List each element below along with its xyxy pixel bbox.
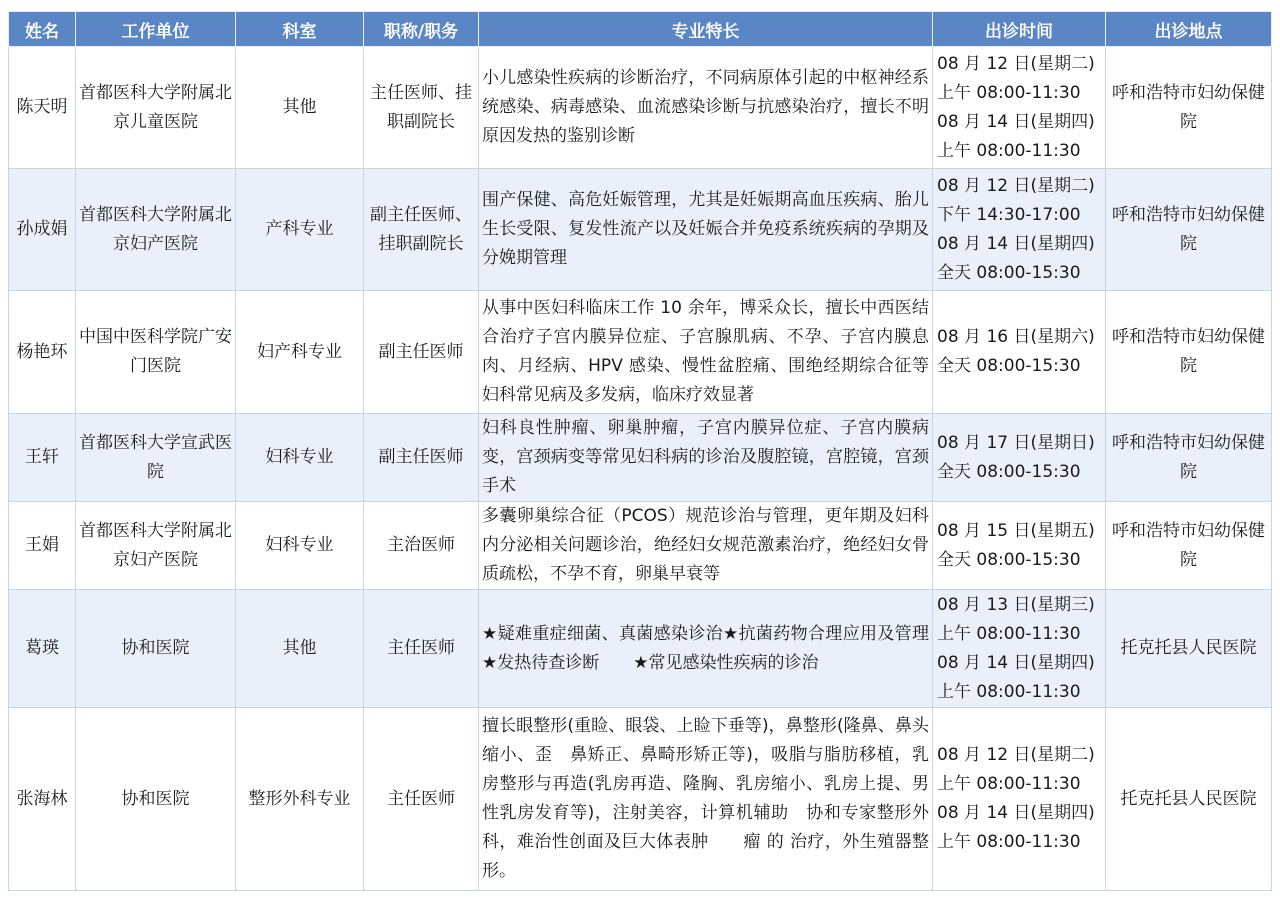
table-row bbox=[9, 502, 1272, 590]
header-department: 科室 bbox=[236, 12, 364, 47]
work-unit: 协和医院 bbox=[76, 708, 236, 891]
specialty: 妇科良性肿瘤、卵巢肿瘤，子宫内膜异位症、子宫内膜病变，宫颈病变等常见妇科病的诊治及腹腔镜，宫腔镜，宫颈手术 bbox=[479, 414, 933, 502]
visit-time-line: 上午 08:00-11:30 bbox=[937, 832, 1081, 852]
header-title: 职称/职务 bbox=[364, 12, 479, 47]
department: 妇科专业 bbox=[236, 502, 364, 590]
header-visit-time: 出诊时间 bbox=[933, 12, 1106, 47]
visit-time bbox=[933, 590, 1106, 708]
table-row bbox=[9, 708, 1272, 891]
header-work-unit: 工作单位 bbox=[76, 12, 236, 47]
department: 其他 bbox=[236, 590, 364, 708]
department: 整形外科专业 bbox=[236, 708, 364, 891]
header-visit-location: 出诊地点 bbox=[1106, 12, 1272, 47]
visit-time-line: 全天 08:00-15:30 bbox=[937, 549, 1081, 570]
visit-time bbox=[933, 414, 1106, 502]
visit-location: 呼和浩特市妇幼保健院 bbox=[1106, 47, 1272, 169]
job-title: 主任医师 bbox=[364, 590, 479, 708]
visit-time bbox=[933, 47, 1106, 169]
visit-time-line: 08 月 12 日(星期二) bbox=[937, 53, 1095, 74]
visit-time-line: 上午 08:00-11:30 bbox=[937, 623, 1081, 644]
visit-location: 呼和浩特市妇幼保健院 bbox=[1106, 169, 1272, 291]
doctor-name: 孙成娟 bbox=[9, 169, 76, 291]
visit-time-line: 08 月 15 日(星期五) bbox=[937, 520, 1095, 541]
department: 其他 bbox=[236, 47, 364, 169]
visit-time-line: 08 月 14 日(星期四) bbox=[937, 652, 1095, 673]
header-specialty: 专业特长 bbox=[479, 12, 933, 47]
specialty: 擅长眼整形(重睑、眼袋、上睑下垂等)，鼻整形(隆鼻、鼻头缩小、歪 鼻矫正、鼻畸形矫正等)，吸脂与脂肪移植，乳房整形与再造(乳房再造、隆胸、乳房缩小、乳房上提、男性乳房发育等)，注射美容，计算机辅助 协和专家整形外科，难治性创面及巨大体表肿 瘤 的 治疗，外生殖器整形。 bbox=[479, 708, 933, 891]
doctor-name: 陈天明 bbox=[9, 47, 76, 169]
visit-time-line: 08 月 17 日(星期日) bbox=[937, 432, 1095, 453]
doctor-name: 王娟 bbox=[9, 502, 76, 590]
visit-time-line: 全天 08:00-15:30 bbox=[937, 461, 1081, 482]
visit-time bbox=[933, 169, 1106, 291]
specialty: 从事中医妇科临床工作 10 余年，博采众长，擅长中西医结合治疗子宫内膜异位症、子宫腺肌病、不孕、子宫内膜息肉、月经病、HPV 感染、慢性盆腔痛、围绝经期综合征等妇科常见病及多发病，临床疗效显著 bbox=[479, 291, 933, 414]
visit-location: 托克托县人民医院 bbox=[1106, 590, 1272, 708]
visit-location: 呼和浩特市妇幼保健院 bbox=[1106, 414, 1272, 502]
doctor-name: 张海林 bbox=[9, 708, 76, 891]
department: 妇科专业 bbox=[236, 414, 364, 502]
work-unit: 首都医科大学附属北京妇产医院 bbox=[76, 169, 236, 291]
visit-time-line: 下午 14:30-17:00 bbox=[937, 204, 1081, 225]
schedule-table-container bbox=[8, 11, 1271, 891]
visit-time-line: 全天 08:00-15:30 bbox=[937, 262, 1081, 283]
specialty: ★疑难重症细菌、真菌感染诊治★抗菌药物合理应用及管理★发热待查诊断 ★常见感染性疾病的诊治 bbox=[479, 590, 933, 708]
visit-time-line: 全天 08:00-15:30 bbox=[937, 356, 1081, 376]
work-unit: 首都医科大学附属北京妇产医院 bbox=[76, 502, 236, 590]
visit-time-line: 08 月 14 日(星期四) bbox=[937, 111, 1095, 132]
table-row bbox=[9, 291, 1272, 414]
table-row bbox=[9, 47, 1272, 169]
department: 产科专业 bbox=[236, 169, 364, 291]
table-row bbox=[9, 590, 1272, 708]
job-title: 副主任医师 bbox=[364, 291, 479, 414]
job-title: 副主任医师、挂职副院长 bbox=[364, 169, 479, 291]
doctor-name: 葛瑛 bbox=[9, 590, 76, 708]
table-row bbox=[9, 169, 1272, 291]
doctor-name: 王轩 bbox=[9, 414, 76, 502]
visit-time-line: 上午 08:00-11:30 bbox=[937, 681, 1081, 702]
visit-time-line: 08 月 12 日(星期二) bbox=[937, 745, 1095, 765]
visit-time-line: 08 月 16 日(星期六) bbox=[937, 327, 1095, 347]
work-unit: 首都医科大学宣武医院 bbox=[76, 414, 236, 502]
visit-time-line: 08 月 14 日(星期四) bbox=[937, 803, 1095, 823]
header-name: 姓名 bbox=[9, 12, 76, 47]
visit-location: 呼和浩特市妇幼保健院 bbox=[1106, 291, 1272, 414]
visit-time bbox=[933, 502, 1106, 590]
visit-time-line: 上午 08:00-11:30 bbox=[937, 140, 1081, 161]
table-row bbox=[9, 414, 1272, 502]
work-unit: 中国中医科学院广安门医院 bbox=[76, 291, 236, 414]
visit-time bbox=[933, 708, 1106, 891]
doctor-schedule-table bbox=[8, 11, 1272, 891]
job-title: 主治医师 bbox=[364, 502, 479, 590]
job-title: 主任医师 bbox=[364, 708, 479, 891]
department: 妇产科专业 bbox=[236, 291, 364, 414]
visit-location: 托克托县人民医院 bbox=[1106, 708, 1272, 891]
specialty: 多囊卵巢综合征（PCOS）规范诊治与管理，更年期及妇科内分泌相关问题诊治，绝经妇女规范激素治疗，绝经妇女骨质疏松，不孕不育，卵巢早衰等 bbox=[479, 502, 933, 590]
visit-time-line: 上午 08:00-11:30 bbox=[937, 774, 1081, 794]
visit-time bbox=[933, 291, 1106, 414]
work-unit: 首都医科大学附属北京儿童医院 bbox=[76, 47, 236, 169]
visit-time-line: 08 月 12 日(星期二) bbox=[937, 175, 1095, 196]
visit-location: 呼和浩特市妇幼保健院 bbox=[1106, 502, 1272, 590]
visit-time-line: 上午 08:00-11:30 bbox=[937, 82, 1081, 103]
work-unit: 协和医院 bbox=[76, 590, 236, 708]
job-title: 副主任医师 bbox=[364, 414, 479, 502]
specialty: 小儿感染性疾病的诊断治疗，不同病原体引起的中枢神经系统感染、病毒感染、血流感染诊断与抗感染治疗，擅长不明原因发热的鉴别诊断 bbox=[479, 47, 933, 169]
table-header-row bbox=[9, 12, 1272, 47]
doctor-name: 杨艳环 bbox=[9, 291, 76, 414]
visit-time-line: 08 月 14 日(星期四) bbox=[937, 233, 1095, 254]
job-title: 主任医师、挂职副院长 bbox=[364, 47, 479, 169]
visit-time-line: 08 月 13 日(星期三) bbox=[937, 594, 1095, 615]
specialty: 围产保健、高危妊娠管理，尤其是妊娠期高血压疾病、胎儿生长受限、复发性流产以及妊娠合并免疫系统疾病的孕期及分娩期管理 bbox=[479, 169, 933, 291]
